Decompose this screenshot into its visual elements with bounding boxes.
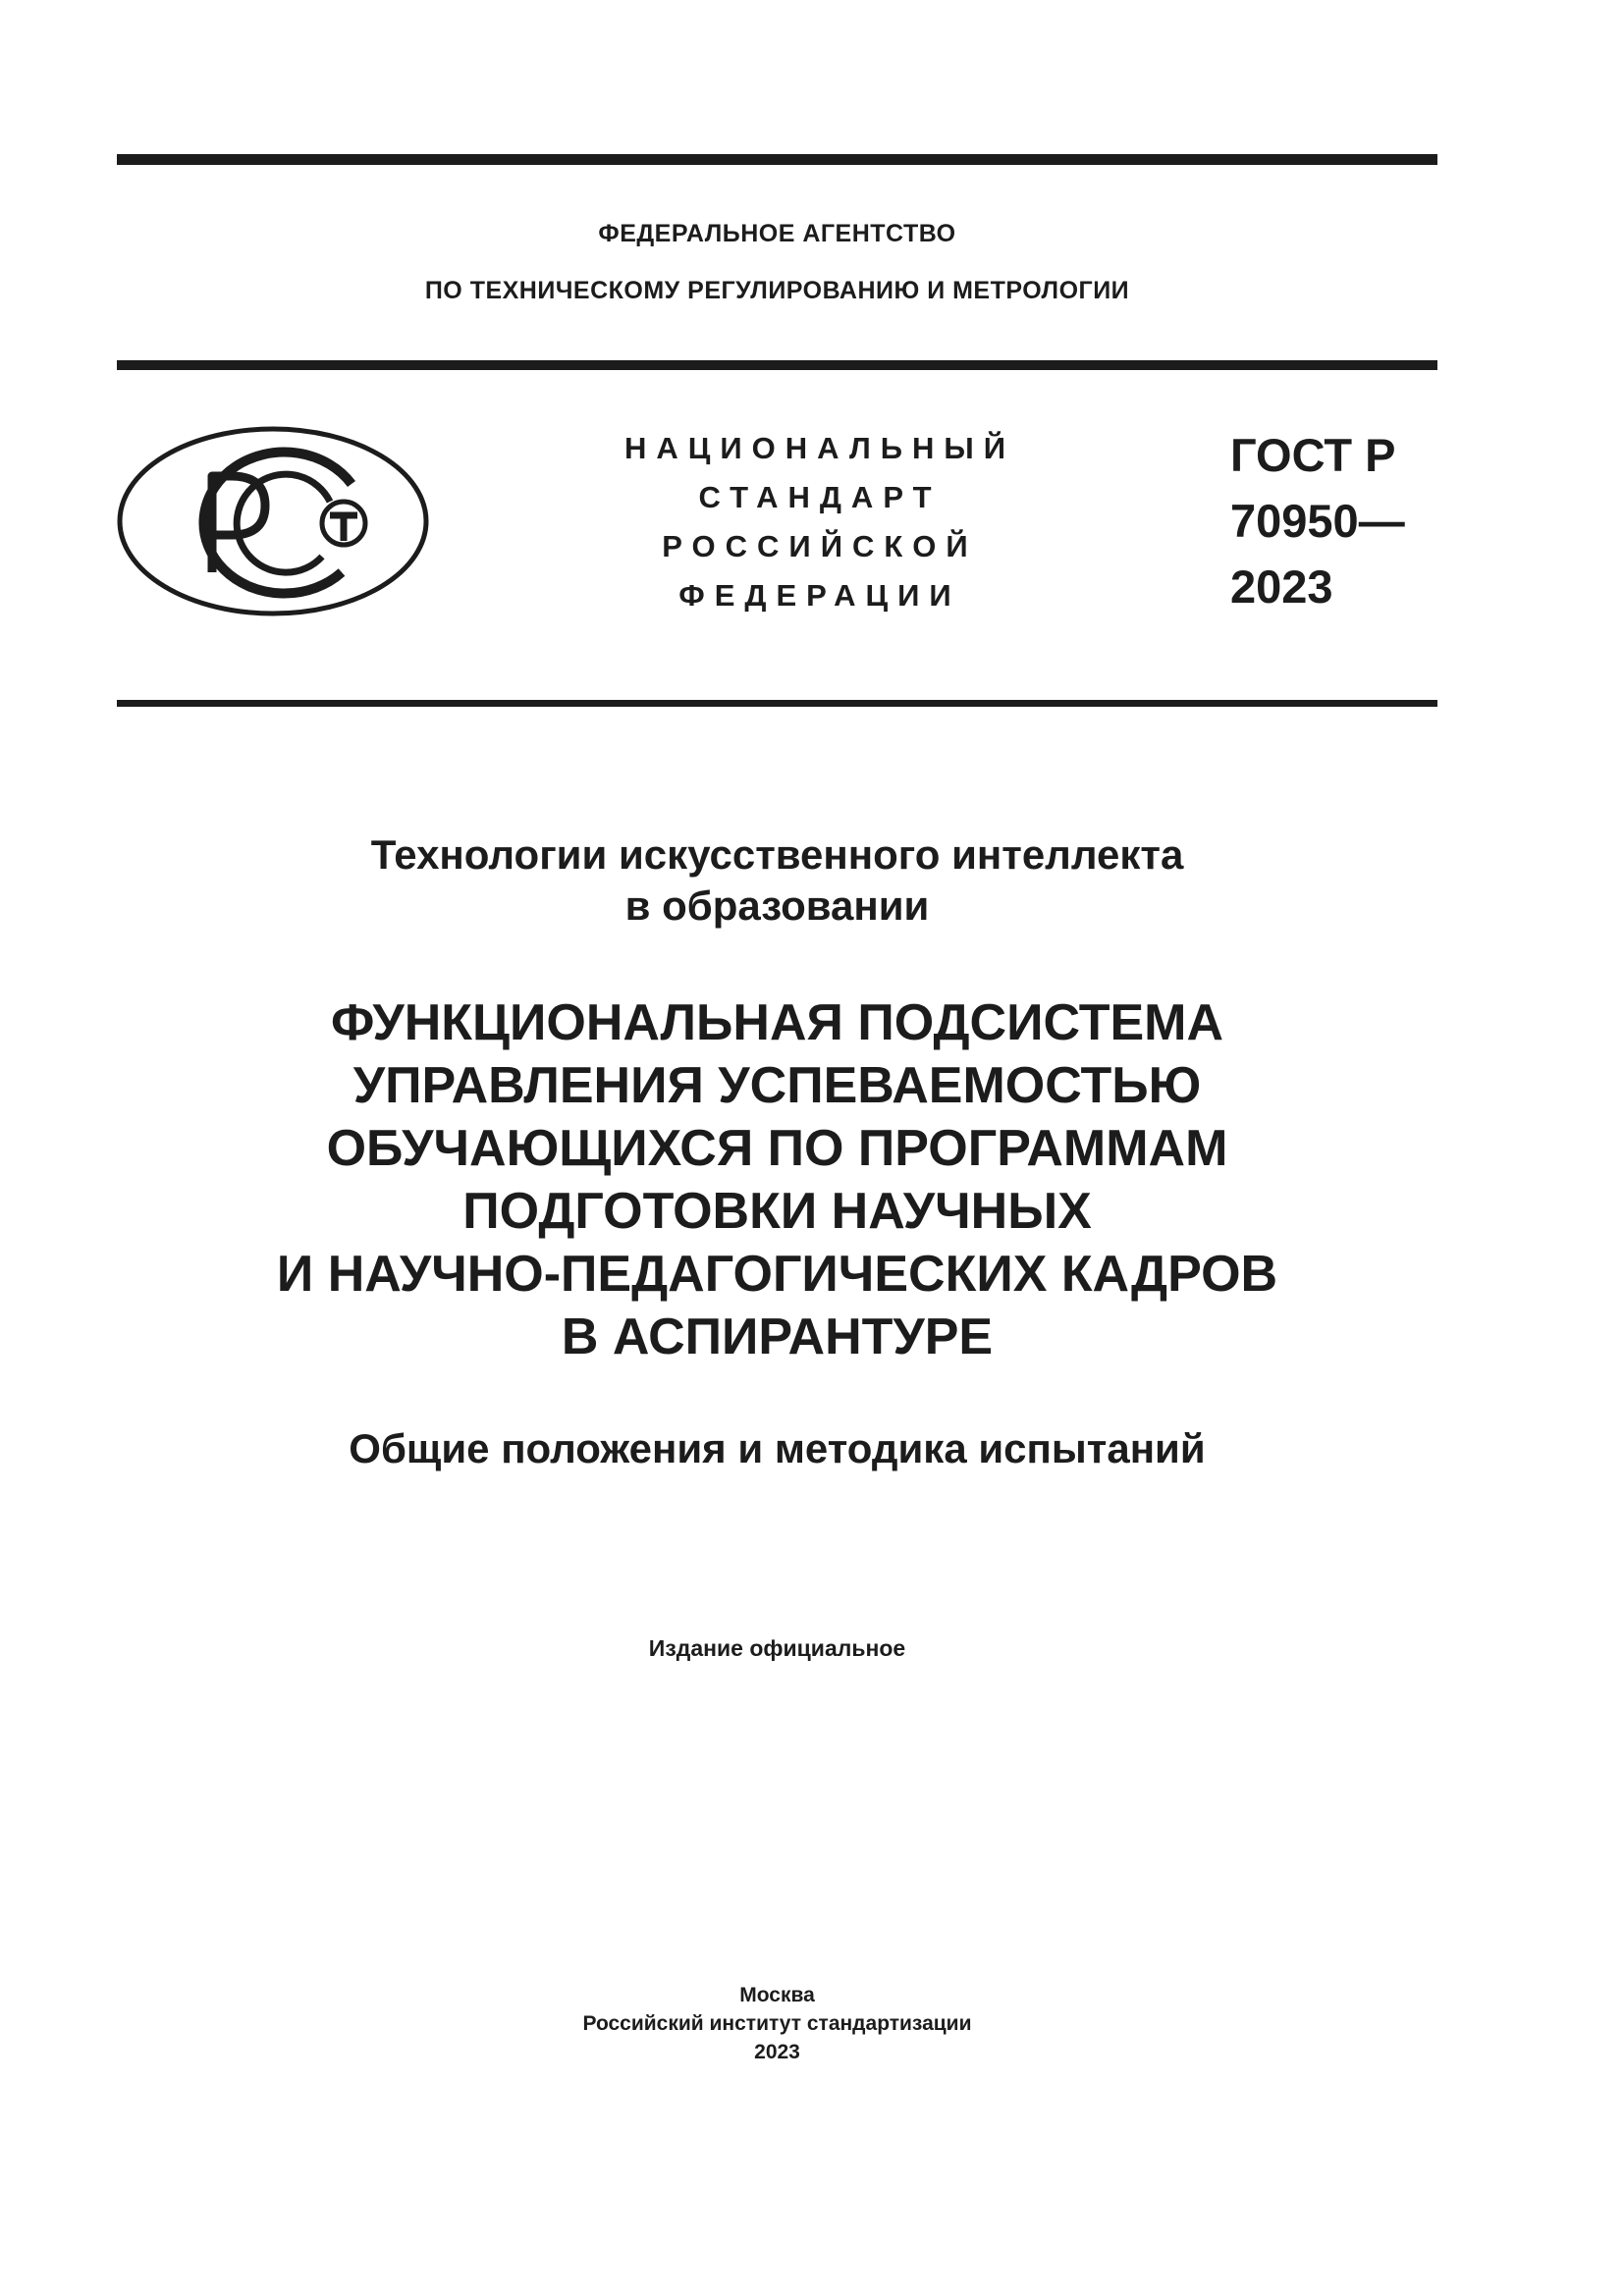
national-standard-line: ФЕДЕРАЦИИ bbox=[678, 578, 961, 613]
document-title bbox=[117, 991, 1437, 1368]
document-part-title: Общие положения и методика испытаний bbox=[349, 1425, 1206, 1471]
title-line: ПОДГОТОВКИ НАУЧНЫХ bbox=[462, 1183, 1092, 1240]
document-subtitle bbox=[117, 829, 1437, 932]
title-line: И НАУЧНО-ПЕДАГОГИЧЕСКИХ КАДРОВ bbox=[276, 1246, 1278, 1303]
top-rule bbox=[117, 154, 1437, 165]
national-standard-line: НАЦИОНАЛЬНЫЙ bbox=[623, 431, 1016, 465]
title-rule bbox=[117, 700, 1437, 707]
agency-name-line-2: ПО ТЕХНИЧЕСКОМУ РЕГУЛИРОВАНИЮ И МЕТРОЛОГИИ bbox=[424, 277, 1130, 304]
imprint-year: 2023 bbox=[754, 2041, 800, 2063]
imprint-publisher: Российский институт стандартизации bbox=[582, 2012, 972, 2035]
header-rule bbox=[117, 360, 1437, 370]
subtitle-line: в образовании bbox=[624, 882, 930, 929]
designation-line: 2023 bbox=[1230, 561, 1333, 613]
title-line: УПРАВЛЕНИЯ УСПЕВАЕМОСТЬЮ bbox=[352, 1057, 1202, 1114]
standard-designation bbox=[1230, 422, 1405, 619]
title-line: ФУНКЦИОНАЛЬНАЯ ПОДСИСТЕМА bbox=[330, 994, 1224, 1051]
designation-line: 70950— bbox=[1230, 495, 1405, 547]
title-line: В АСПИРАНТУРЕ bbox=[561, 1308, 994, 1365]
imprint-city: Москва bbox=[739, 1984, 815, 2006]
national-standard-line: РОССИЙСКОЙ bbox=[662, 529, 978, 563]
national-standard-line: СТАНДАРТ bbox=[698, 480, 942, 514]
edition-label: Издание официальное bbox=[648, 1635, 906, 1661]
subtitle-line: Технологии искусственного интеллекта bbox=[370, 831, 1184, 878]
rst-emblem-icon bbox=[116, 425, 430, 617]
national-standard-caption bbox=[579, 424, 1060, 620]
title-line: ОБУЧАЮЩИХСЯ ПО ПРОГРАММАМ bbox=[326, 1120, 1228, 1177]
designation-line: ГОСТ Р bbox=[1230, 429, 1396, 481]
imprint bbox=[117, 1981, 1437, 2066]
agency-name-line-1: ФЕДЕРАЛЬНОЕ АГЕНТСТВО bbox=[598, 220, 956, 247]
